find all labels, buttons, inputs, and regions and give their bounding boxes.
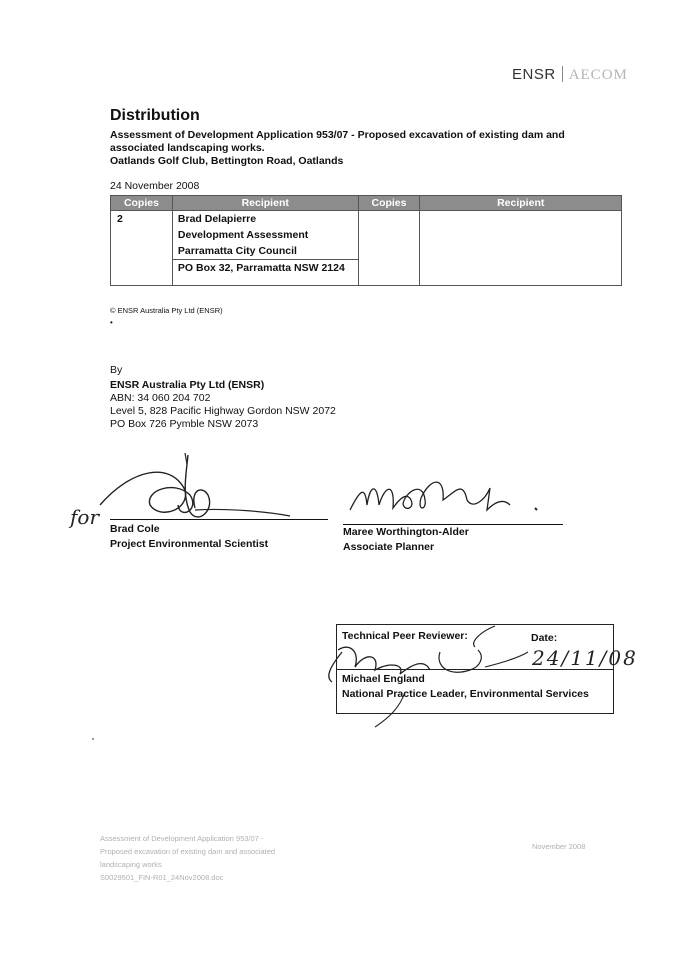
handwritten-date: 24/11/08 — [532, 646, 638, 670]
issuer-address-2: PO Box 726 Pymble NSW 2073 — [110, 418, 259, 430]
footer-line: landscaping works — [100, 860, 162, 869]
copyright-notice: © ENSR Australia Pty Ltd (ENSR) — [110, 306, 223, 315]
column-header-copies-2: Copies — [358, 196, 420, 211]
table-header-row — [111, 196, 622, 211]
table-row — [111, 211, 622, 286]
recipient-line: Brad Delapierre — [177, 213, 257, 225]
issuer-abn: ABN: 34 060 204 702 — [110, 392, 211, 404]
issuer-company: ENSR Australia Pty Ltd (ENSR) — [110, 379, 265, 391]
document-location: Oatlands Golf Club, Bettington Road, Oatlands — [110, 155, 344, 167]
column-header-copies: Copies — [111, 196, 173, 211]
copies-cell: 2 — [111, 211, 173, 286]
column-header-recipient-2: Recipient — [420, 196, 622, 211]
signatory-right-name: Maree Worthington-Alder — [343, 526, 469, 538]
page-mark — [92, 738, 94, 740]
copies-cell-2 — [358, 211, 420, 286]
logo-primary: ENSR — [512, 66, 556, 83]
column-header-recipient: Recipient — [172, 196, 358, 211]
issuer-address-1: Level 5, 828 Pacific Highway Gordon NSW 2072 — [110, 405, 336, 417]
signatory-left-role: Project Environmental Scientist — [110, 538, 269, 550]
footer-line: Proposed excavation of existing dam and associated — [100, 847, 276, 856]
footer-line: Assessment of Development Application 953/07 - — [100, 834, 264, 843]
distribution-table — [110, 195, 622, 286]
signature-brad-cole — [90, 450, 350, 530]
recipient-line: PO Box 32, Parramatta NSW 2124 — [177, 262, 345, 274]
recipient-cell — [172, 211, 358, 286]
by-label: By — [110, 364, 123, 376]
signature-maree-worthington-alder — [345, 470, 565, 530]
for-note: for — [70, 505, 100, 529]
reviewer-name: Michael England — [342, 673, 425, 685]
logo-divider — [562, 66, 563, 82]
recipient-cell-2 — [420, 211, 622, 286]
recipient-line: Parramatta City Council — [173, 243, 358, 260]
signature-line-right — [343, 524, 563, 525]
review-date-label: Date: — [531, 632, 558, 644]
logo-secondary: AECOM — [568, 67, 628, 83]
bullet-mark: • — [110, 318, 113, 327]
footer-left — [100, 832, 275, 884]
signatory-right-role: Associate Planner — [343, 541, 435, 553]
footer-date: November 2008 — [532, 842, 586, 851]
page-title: Distribution — [110, 107, 200, 124]
company-logo — [512, 66, 628, 84]
footer-line: S0029501_FIN-R01_24Nov2008.doc — [100, 873, 224, 882]
peer-reviewer-label: Technical Peer Reviewer: — [342, 630, 468, 642]
document-date: 24 November 2008 — [110, 180, 200, 192]
signature-line-left — [110, 519, 328, 520]
recipient-line: Development Assessment — [177, 229, 309, 241]
reviewer-role: National Practice Leader, Environmental Services — [342, 688, 589, 700]
document-subtitle: Assessment of Development Application 953/07 - Proposed excavation of existing dam and associated landscaping works. — [110, 129, 565, 154]
signatory-left-name: Brad Cole — [110, 523, 160, 535]
